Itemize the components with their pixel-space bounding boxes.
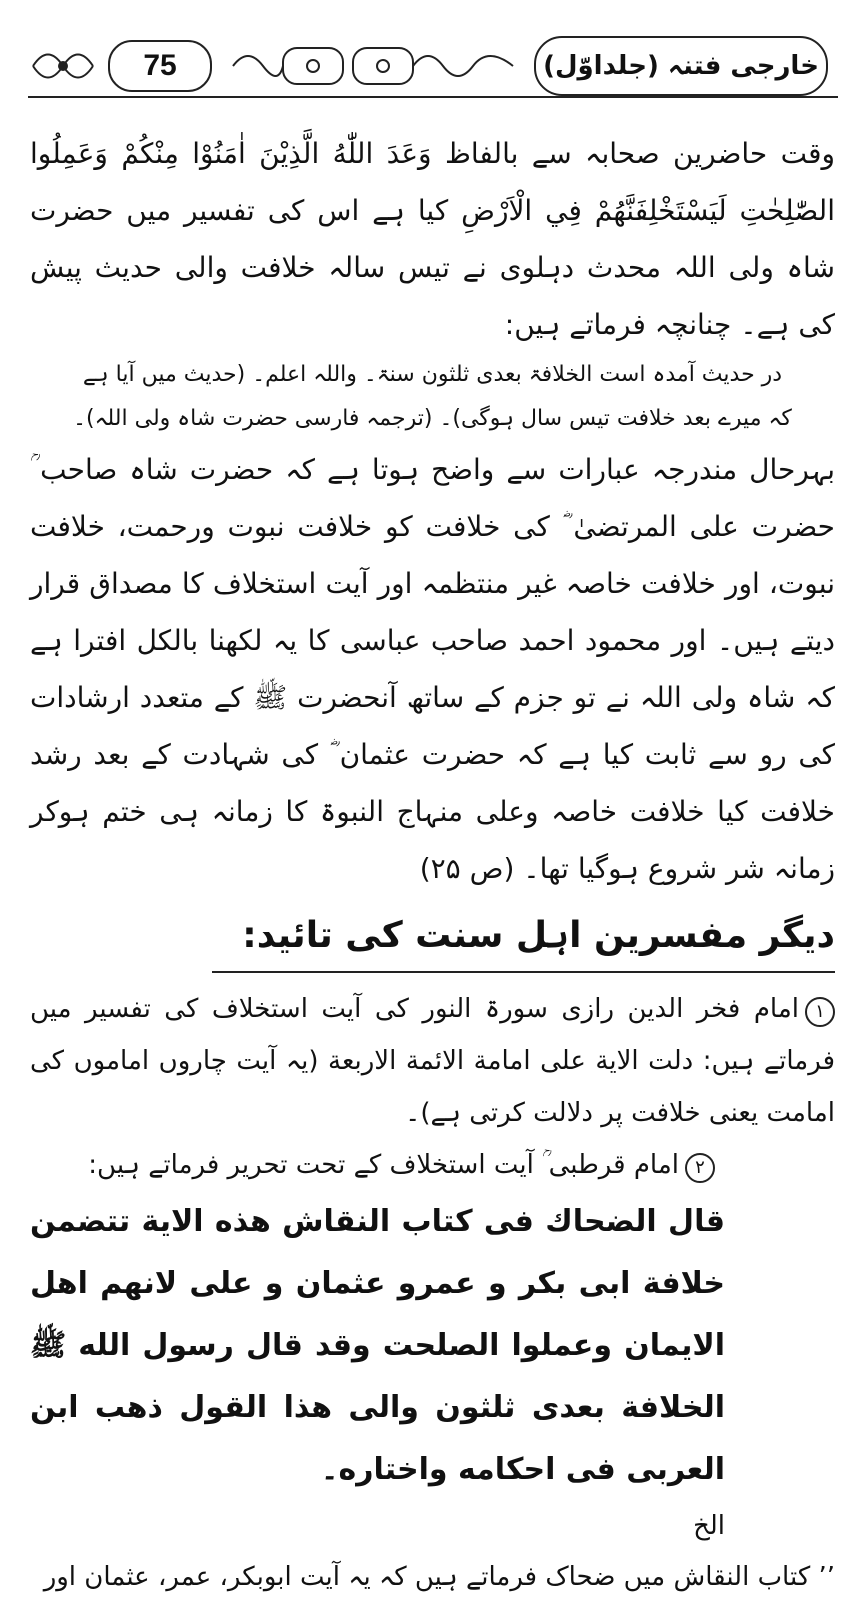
arabic-quote-end: الخ — [693, 1511, 725, 1541]
left-ornament-icon — [28, 38, 98, 94]
item-number-badge: ۲ — [685, 1153, 715, 1183]
item-text: امام قرطبی ؒ آیت استخلاف کے تحت تحریر فرماتے ہیں: — [88, 1150, 679, 1180]
persian-quote-line-2: کہ میرے بعد خلافت تیس سال ہوگی)۔ (ترجمہ فارسی حضرت شاہ ولی اللہ)۔ — [73, 406, 792, 431]
paragraph-2: بہرحال مندرجہ عبارات سے واضح ہوتا ہے کہ حضرت شاہ صاحب ؒ حضرت علی المرتضیٰ ؓ کی خلافت کو خلافت نبوت ورحمت، خلافت نبوت، اور خلافت خاصہ غیر منتظمہ اور آیت استخلاف کا مصداق قرار دیتے ہیں۔ اور محمود احمد صاحب عباسی کا یہ لکھنا بالکل افترا ہے کہ شاہ ولی اللہ نے تو جزم کے ساتھ آنحضرت ﷺ کے متعدد ارشادات کی رو سے ثابت کیا ہے کہ حضرت عثمان ؓ کی شہادت کے بعد رشد خلافت کیا خلافت خاصہ وعلی منہاج النبوۃ کا زمانہ ہی ختم ہوکر زمانہ شر شروع ہوگیا تھا۔ (ص ۲۵) — [30, 453, 835, 885]
header-rule — [28, 96, 838, 98]
arabic-quote: قال الضحاك فی كتاب النقاش هذه الاية تتضمن خلافة ابى بكر و عمرو عثمان و على لانهم اهل الايمان وعملوا الصلحت وقد قال رسول الله ﷺ الخلافة بعدى ثلثون والى هذا القول ذهب ابن العربى فى احكامه واختاره۔ — [30, 1204, 725, 1487]
last-line: ’’ کتاب النقاش میں ضحاک فرماتے ہیں کہ یہ آیت ابوبکر، عمر، عثمان اور — [43, 1562, 835, 1592]
paragraph-1: وقت حاضرین صحابہ سے بالفاظ وَعَدَ اللّٰهُ الَّذِيْنَ اٰمَنُوْا مِنْكُمْ وَعَمِلُوا الصّٰلِحٰتِ لَيَسْتَخْلِفَنَّهُمْ فِي الْاَرْضِ كیا ہے اس کی تفسیر میں حضرت شاہ ولی اللہ محدث دہلوی نے تیس سالہ خلافت والی حدیث پیش کی ہے۔ چنانچہ فرماتے ہیں: — [30, 137, 835, 341]
page-content — [30, 125, 835, 1603]
item-number-badge: ۱ — [805, 997, 835, 1027]
persian-quote-line-1: در حدیث آمدہ است الخلافۃ بعدی ثلثون سنۃ۔ واللہ اعلم۔ (حدیث میں آیا ہے — [82, 362, 783, 387]
page-number: 75 — [108, 40, 212, 92]
list-item — [30, 1139, 835, 1191]
book-title: خارجی فتنہ (جلداوّل) — [534, 36, 828, 96]
item-text: امام فخر الدین رازی سورۃ النور کی آیت استخلاف کی تفسیر میں فرماتے ہیں: دلت الاية على امامة الائمة الاربعة (یہ آیت چاروں اماموں کی امامت یعنی خلافت پر دلالت کرتی ہے)۔ — [30, 994, 835, 1128]
list-item — [30, 983, 835, 1139]
section-heading: دیگر مفسرین اہل سنت کی تائید: — [212, 901, 835, 973]
center-ornament-icon — [223, 38, 523, 94]
page-header — [28, 32, 838, 110]
